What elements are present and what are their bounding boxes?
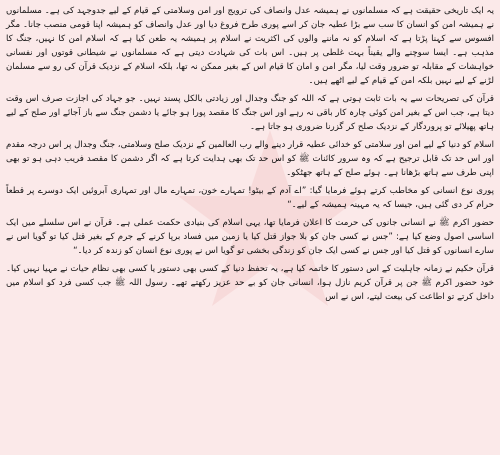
paragraph-3: اسلام کو دنیا کے لیے امن اور سلامتی کو خدائی عطیہ قرار دینے والے رب العالمین کے نزدیک صلح وسلامتی، جنگ وجدال پر اس درجہ مقدم اور اس حد تک قابل ترجیح ہے کہ وہ سرور کائنات ﷺ کو اس حد تک بھی ہدایت کرتا ہے کہ اگر دشمن کا مقصد فریب دہی ہو تو بھی اپنی طرف سے ہاتھ بڑھانا ہے۔ ہوئے صلح کے ہاتھ جھٹکو۔ — [6, 140, 494, 178]
paragraph-1: یہ ایک تاریخی حقیقت ہے کہ مسلمانوں نے ہمیشہ عدل وانصاف کی ترویج اور امن وسلامتی کے قیام کے لیے جدوجہد کی ہے۔ مسلمانوں نے ہمیشہ امن کو انسان کا سب سے بڑا عطیہ جان کر اسے پوری طرح فروغ دیا اور عدل وانصاف کو ہمیشہ اپنا قومی منصب جانا۔ مگر افسوس سے کہنا پڑتا ہے کہ اسلام کو نہ ماننے والوں کی اکثریت نے اسلام پر ہمیشہ یہ طعن کیا ہے کہ اسلام امن کا نہیں، جنگ کا مذہب ہے۔ ایسا سوچنے والے یقیناً بہت غلطی پر ہیں۔ اس بات کی شہادت دیتی ہے کہ مسلمانوں نے شیطانی قوتوں اور نفسانی خواہشات کے مقابلہ تو ضرور وقت لیا، مگر امن و امان کا قیام اس کے بغیر ممکن نہ تھا، بلکہ اسلام کے نزدیک قرآن کی رو سے مسلمان لڑنے کے لیے نہیں بلکہ امن کے قیام کے لیے اٹھے ہیں۔ — [6, 6, 494, 86]
paragraph-4: پوری نوع انسانی کو مخاطب کرتے ہوئے فرمایا گیا: ”اے آدم کے بیٹو! تمہارے خون، تمہارے مال اور تمہاری آبروئیں ایک دوسرے پر قطعاً حرام کر دی گئی ہیں، جیسا کہ یہ مہینہ ہمیشہ کے لیے۔“ — [6, 186, 494, 210]
paragraph-6: قرآن حکیم نے زمانہ جاہلیت کے اس دستور کا خاتمہ کیا ہے، یہ تحفظ دنیا کے کسی بھی دستور یا کسی بھی نظام حیات نے مہیا نہیں کیا۔ خود حضور اکرم ﷺ جن پر قرآن کریم نازل ہوا، انسانی جان کو بے حد عزیز رکھتے تھے۔ رسول اللہ ﷺ جب کسی فرد کو اسلام میں داخل کرتے تو اطاعت کی بیعت لیتے، اس نے اس — [6, 264, 494, 302]
paragraph-5: حضور اکرم ﷺ نے انسانی جانوں کی حرمت کا اعلان فرمایا تھا، یہی اسلام کی بنیادی حکمت عملی ہے۔ قرآن نے اس سلسلے میں ایک اساسی اصول وضع کیا ہے: ”جس نے کسی جان کو بلا جواز قتل کیا یا زمین میں فساد برپا کرنے کے جرم کے بغیر قتل کیا تو گویا اس نے سارے انسانوں کو قتل کیا اور جس نے کسی ایک جان کو زندگی بخشی تو گویا اس نے پوری نوع انسان کو زندہ کر دیا۔“ — [6, 218, 494, 256]
paragraph-2: قرآن کی تصریحات سے یہ بات ثابت ہوتی ہے کہ اللہ کو جنگ وجدال اور زیادتی بالکل پسند نہیں۔ جو جہاد کی اجازت صرف اس وقت دیتا ہے، جب اس کے بغیر امن کوئی چارہ کار باقی نہ رہے اور اس جنگ کا مقصد پورا ہو جائے یا دشمن جنگ سے باز آجائے اور صلح کے لیے ہاتھ پھیلائے تو پروردگار کے نزدیک صلح کر گزرنا ضروری ہو جاتا ہے۔ — [6, 94, 494, 132]
article-body — [6, 4, 494, 308]
